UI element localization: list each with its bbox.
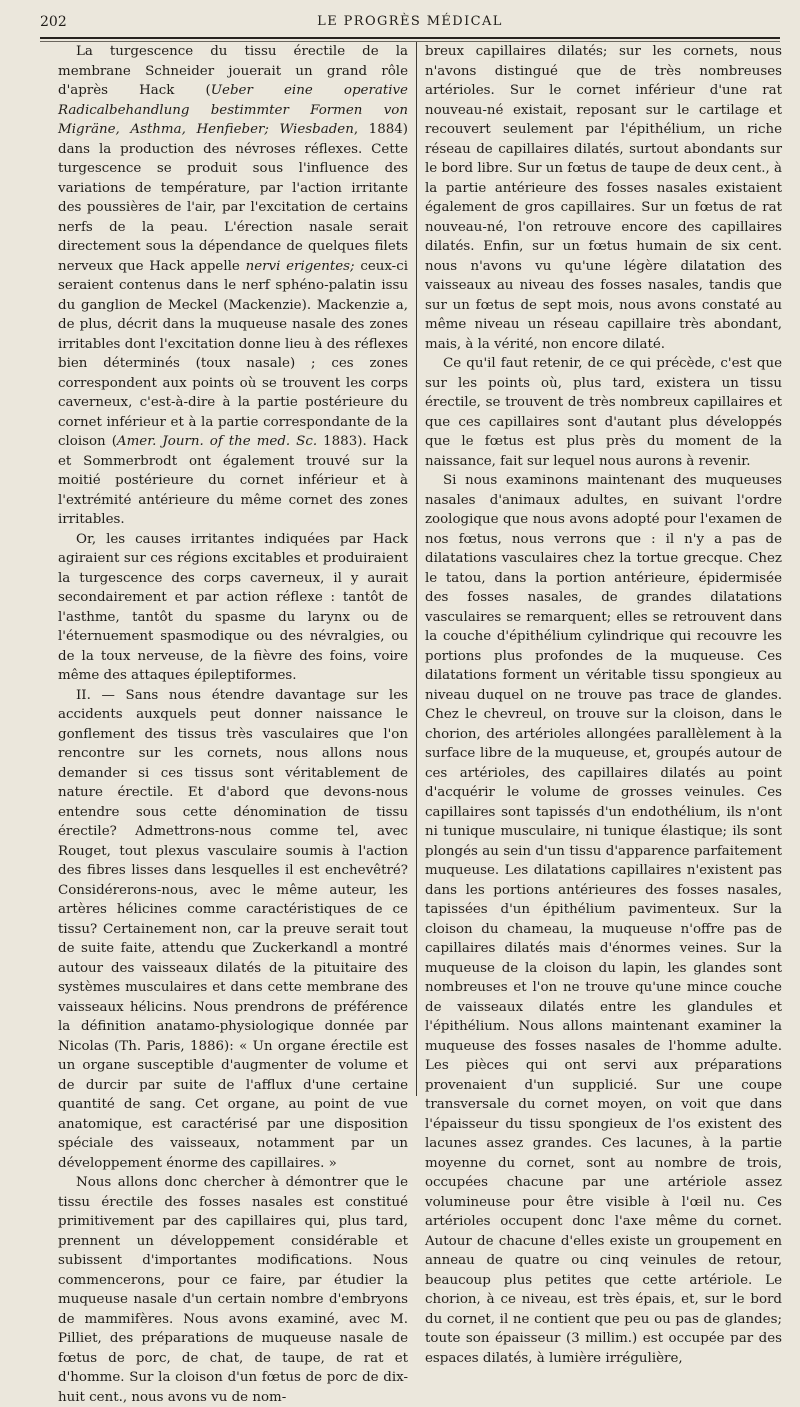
- right-column: [425, 42, 782, 1366]
- paragraph: [58, 530, 408, 686]
- text-columns: [58, 42, 782, 1405]
- left-column: [58, 42, 408, 1405]
- text-span: ceux-ci seraient contenus dans le nerf sphéno-palatin issu du ganglion de Meckel (Mackenzie). Mackenzie a, de plus, décrit dans la muqueuse nasale des zones irritables dont l'excitation donne lieu à des réflexes bien déterminés (toux nasale) ; ces zones correspondent aux points où se trouvent les corps caverneux, c'est-à-dire à la partie postérieure du cornet inférieur et à la partie correspondante de la cloison (: [58, 258, 408, 449]
- text-span: Nous allons donc chercher à démontrer que le tissu érectile des fosses nasales est constitué primitivement par des capillaires qui, plus tard, prennent un développement considérable et subissent d'importantes modifications. Nous commencerons, pour ce faire, par étudier la muqueuse nasale d'un certain nombre d'embryons de mammifères. Nous avons examiné, avec M. Pilliet, des préparations de muqueuse nasale de fœtus de porc, de chat, de taupe, de rat et d'homme. Sur la cloison d'un fœtus de porc de dix-huit cent., nous avons vu de nom-: [58, 1175, 408, 1405]
- paragraph: [58, 686, 408, 1174]
- text-span: Ce qu'il faut retenir, de ce qui précède, c'est que sur les points où, plus tard, existera un tissu érectile, se trouvent de très nombreux capillaires et que ces capillaires sont d'autant plus développés que le fœtus est plus près du moment de la naissance, fait sur lequel nous aurons à revenir.: [425, 356, 782, 469]
- page-header: [40, 10, 780, 40]
- paragraph: [58, 1173, 408, 1407]
- text-span: breux capillaires dilatés; sur les cornets, nous n'avons distingué que de très nombreuses artérioles. Sur le cornet inférieur d'une rat nouveau-né existait, reposant sur le cartilage et recouvert seulement par l'épithélium, un riche réseau de capillaires dilatés, surtout abondants sur le bord libre. Sur un fœtus de taupe de deux cent., à la partie antérieure des fosses nasales existaient également de gros capillaires. Sur un fœtus de rat nouveau-né, l'on retrouve encore des capillaires dilatés. Enfin, sur un fœtus humain de six cent. nous n'avons vu qu'une légère dilatation des vaisseaux au niveau des fosses nasales, tandis que sur un fœtus de sept mois, nous avons constaté au même niveau un réseau capillaire très abondant, mais, à la vérité, non encore dilaté.: [425, 44, 782, 352]
- italic-text-span: Amer. Journ. of the med. Sc.: [116, 434, 318, 449]
- text-span: La turgescence du tissu érectile de la membrane Schneider jouerait un grand rôle d'après Hack (: [58, 44, 408, 98]
- text-span: Si nous examinons maintenant des muqueuses nasales d'animaux adultes, en suivant l'ordre zoologique que nous avons adopté pour l'examen de nos fœtus, nous verrons que : il n'y a pas de dilatations vasculaires chez la tortue grecque. Chez le tatou, dans la portion antérieure, épidermisée des fosses nasales, de grandes dilatations vasculaires se remarquent; elles se retrouvent dans la couche d'épithélium cylindrique qui recouvre les portions plus profondes de la muqueuse. Ces dilatations forment un véritable tissu spongieux au niveau duquel on ne trouve pas trace de glandes. Chez le chevreul, on trouve sur la cloison, dans le chorion, des artérioles allongées parallèlement à la surface libre de la muqueuse, et, groupés autour de ces artérioles, des capillaires dilatés au point d'acquérir le volume de grosses veinules. Ces capillaires sont tapissés d'un endothélium, ils n'ont ni tunique musculaire, ni tunique élastique; ils sont plongés au sein d'un tissu d'apparence parfaitement muqueuse. Les dilatations capillaires n'existent pas dans les portions antérieures des fosses nasales, tapissées d'un épithélium pavimenteux. Sur la cloison du chameau, la muqueuse n'offre pas de capillaires dilatés mais d'énormes veines. Sur la muqueuse de la cloison du lapin, les glandes sont nombreuses et l'on ne trouve qu'une mince couche de vaisseaux dilatés entre les glandules et l'épithélium. Nous allons maintenant examiner la muqueuse des fosses nasales de l'homme adulte. Les pièces qui ont servi aux préparations provenaient d'un supplicié. Sur une coupe transversale du cornet moyen, on voit que dans l'épaisseur du tissu spongieux de l'os existent des lacunes assez grandes. Ces lacunes, à la partie moyenne du cornet, sont au nombre de trois, occupées chacune par une artériole assez volumineuse pour être visible à l'œil nu. Ces artérioles occupent donc l'axe même du cornet. Autour de chacune d'elles existe un groupement en anneau de quatre ou cinq veinules de retour, beaucoup plus petites que cette artériole. Le chorion, à ce niveau, est très épais, et, sur le bord du cornet, il ne contient que peu ou pas de glandes; toute son épaisseur (3 millim.) est occupée par des espaces dilatés, à lumière irrégulière,: [425, 473, 782, 1366]
- text-span: II. — Sans nous étendre davantage sur les accidents auxquels peut donner naissance le gonflement des tissus très vasculaires que l'on rencontre sur les cornets, nous allons nous demander si ces tissus sont véritablement de nature érectile. Et d'abord que devons-nous entendre sous cette dénomination de tissu érectile? Admettrons-nous comme tel, avec Rouget, tout plexus vasculaire soumis à l'action des fibres lisses dans lesquelles il est enchevêtré? Considérerons-nous, avec le même auteur, les artères hélicines comme caractéristiques de ce tissu? Certainement non, car la preuve serait tout de suite faite, attendu que Zuckerkandl a montré autour des vaisseaux dilatés de la pituitaire des systèmes musculaires et dans cette membrane des vaisseaux hélicins. Nous prendrons de préférence la définition anatamo-physiologique donnée par Nicolas (Th. Paris, 1886): « Un organe érectile est un organe susceptible d'augmenter de volume et de durcir par suite de l'afflux d'une certaine quantité de sang. Cet organe, au point de vue anatomique, est caractérisé par une disposition spéciale des vaisseaux, notamment par un développement énorme des capillaires. »: [58, 687, 408, 1171]
- italic-text-span: nervi erigentes;: [245, 258, 355, 274]
- page-number: 202: [40, 14, 67, 30]
- header-rule-thick: [40, 37, 780, 39]
- paragraph: [425, 42, 782, 354]
- paragraph: [425, 471, 782, 1368]
- running-title: LE PROGRÈS MÉDICAL: [317, 14, 503, 29]
- column-divider: [416, 42, 417, 1096]
- paragraph: [425, 354, 782, 471]
- text-span: Or, les causes irritantes indiquées par Hack agiraient sur ces régions excitables et produiraient la turgescence des corps caverneux, il y aurait secondairement et par action réflexe : tantôt de l'asthme, tantôt du spasme du larynx ou de l'éternuement spasmodique ou des névralgies, ou de la toux nerveuse, de la fièvre des foins, voire même des attaques épileptiformes.: [58, 531, 408, 683]
- italic-text-span: Ueber eine operative Radicalbehandlung bestimmter Formen von Migräne, Asthma, Henfieber; Wiesbaden: [58, 83, 408, 137]
- text-span: , 1884) dans la production des névroses réflexes. Cette turgescence se produit sous l'influence des variations de température, par l'action irritante des poussières de l'air, par l'excitation de certains nerfs de la peau. L'érection nasale serait directement sous la dépendance de quelques filets nerveux que Hack appelle: [58, 122, 408, 274]
- paragraph: [58, 42, 408, 530]
- text-span: 1883). Hack et Sommerbrodt ont également trouvé sur la moitié postérieure du cornet inférieur et à l'extrémité antérieure du même cornet des zones irritables.: [58, 434, 408, 527]
